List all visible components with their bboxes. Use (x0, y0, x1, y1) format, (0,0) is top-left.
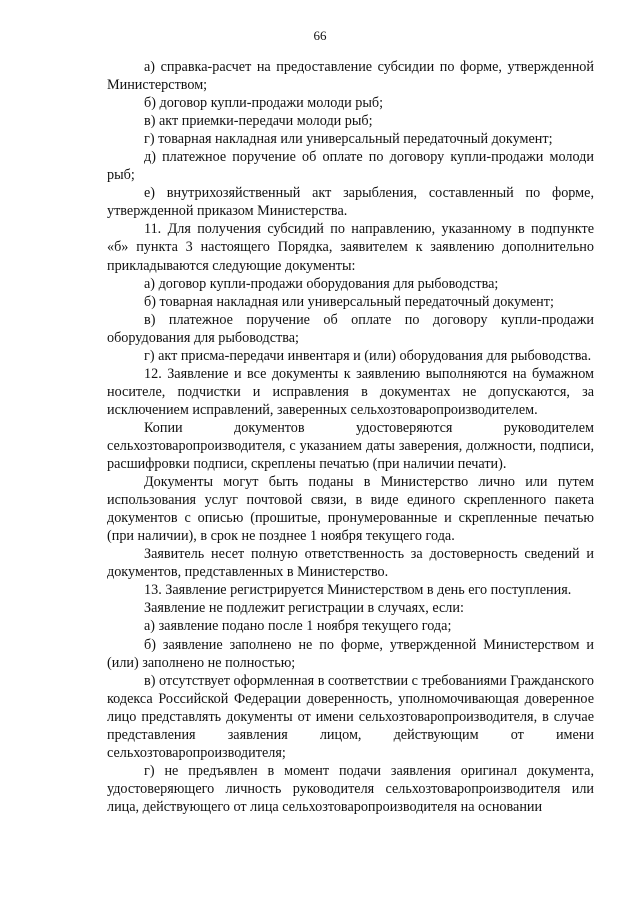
paragraph-1a: а) справка-расчет на предоставление субсидии по форме, утвержденной Министерством; (107, 59, 594, 94)
paragraph-12: 12. Заявление и все документы к заявлению выполняются на бумажном носителе, подчистки и исправления в документах не допускаются, за исключением исправлений, заверенных сельхозтоваропроизводителем. (107, 365, 594, 418)
paragraph-12-responsibility: Заявитель несет полную ответственность за достоверность сведений и документов, представленных в Министерство. (107, 546, 594, 581)
paragraph-1c: в) акт приемки-передачи молоди рыб; (144, 113, 373, 130)
paragraph-13c: в) отсутствует оформленная в соответствии с требованиями Гражданского кодекса Российской Федерации доверенность, уполномочивающая доверенное лицо представлять документы от имени сельхозтоваропроизводителя, в случае представления заявления лицом, действующим от имени сельхозтоваропроизводителя; (107, 672, 594, 761)
paragraph-11c: в) платежное поручение об оплате по договору купли-продажи оборудования для рыбоводства; (107, 311, 594, 346)
paragraph-12-submission: Документы могут быть поданы в Министерство лично или путем использования услуг почтовой связи, в виде единого скрепленного пакета документов с описью (прошитые, пронумерованные и скрепленные печатью (при наличии), в срок не позднее 1 ноября текущего года. (107, 474, 594, 545)
paragraph-1e: д) платежное поручение об оплате по договору купли-продажи молоди рыб; (107, 149, 594, 184)
paragraph-11: 11. Для получения субсидий по направлению, указанному в подпункте «б» пункта 3 настоящего Порядка, заявителем к заявлению дополнительно прикладываются следующие документы: (107, 221, 594, 274)
paragraph-1d: г) товарная накладная или универсальный передаточный документ; (144, 131, 553, 148)
paragraph-13: 13. Заявление регистрируется Министерством в день его поступления. (144, 582, 572, 599)
paragraph-13a: а) заявление подано после 1 ноября текущего года; (144, 618, 452, 635)
paragraph-13-refusal: Заявление не подлежит регистрации в случаях, если: (144, 600, 464, 617)
paragraph-11b: б) товарная накладная или универсальный передаточный документ; (144, 293, 554, 310)
paragraph-12-copies: Копии документов удостоверяются руководителем сельхозтоваропроизводителя, с указанием даты заверения, должности, подписи, расшифровки подписи, скреплены печатью (при наличии печати). (107, 419, 594, 473)
document-body (107, 58, 594, 816)
page-number: 66 (313, 28, 327, 43)
paragraph-13b: б) заявление заполнено не по форме, утвержденной Министерством и (или) заполнено не полностью; (107, 636, 594, 671)
paragraph-13d: г) не предъявлен в момент подачи заявления оригинал документа, удостоверяющего личность руководителя сельхозтоваропроизводителя или лица, действующего от лица сельхозтоваропроизводителя на основании (107, 762, 594, 815)
paragraph-1f: е) внутрихозяйственный акт зарыбления, составленный по форме, утвержденной приказом Министерства. (107, 185, 594, 220)
paragraph-11d: г) акт присма-передачи инвентаря и (или) оборудования для рыбоводства. (144, 347, 592, 364)
paragraph-11a: а) договор купли-продажи оборудования для рыбоводства; (144, 275, 499, 292)
paragraph-1b: б) договор купли-продажи молоди рыб; (144, 95, 384, 112)
